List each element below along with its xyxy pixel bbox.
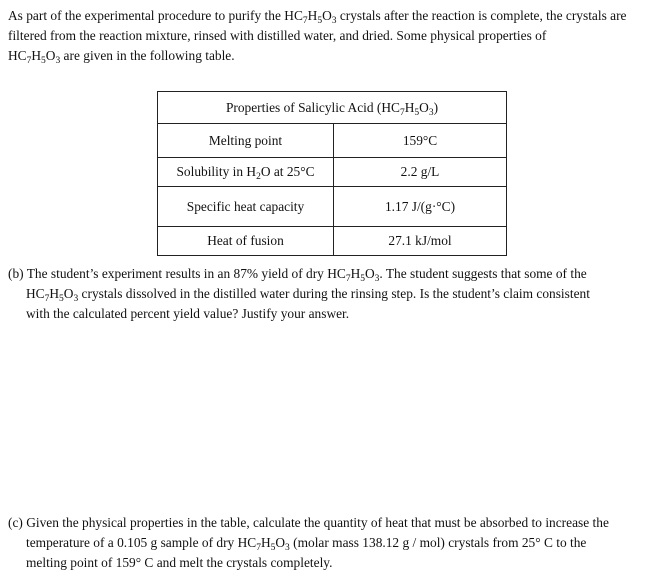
formula: $HC_7H_5O_3$	[26, 286, 79, 304]
question-b-line: (b) The student’s experiment results in an 87% yield of dry $HC_7H_5O_3$. The student suggests that some of the	[8, 266, 587, 284]
question-b	[8, 264, 664, 324]
property-value: 27.1 kJ/mol	[334, 227, 507, 256]
property-value: 2.2 g/L	[334, 158, 507, 187]
formula: $HC_7H_5O_3$	[327, 266, 380, 284]
property-name: Solubility in $H_2O$ at 25°C	[158, 158, 334, 187]
table-caption: Properties of Salicylic Acid $(HC_7H_5O_3)$	[158, 92, 507, 124]
intro-text: crystals after the reaction is complete, the crystals	[336, 8, 607, 23]
formula: $HC_7H_5O_3$	[381, 99, 434, 118]
property-name: Heat of fusion	[158, 227, 334, 256]
intro-text: As part of the experimental procedure to purify the	[8, 8, 285, 23]
question-label: (b)	[8, 266, 27, 281]
question-c	[8, 513, 664, 573]
table-row	[158, 227, 507, 256]
question-b-line: $HC_7H_5O_3$ crystals dissolved in the distilled water during the rinsing step. Is the student’s claim consistent	[26, 286, 590, 304]
question-label: (c)	[8, 515, 27, 530]
formula: $HC_7H_5O_3$	[237, 535, 290, 553]
property-name: Melting point	[158, 124, 334, 158]
question-b-line: with the calculated percent yield value? Justify your answer.	[26, 306, 350, 321]
intro-text: are given in the following table.	[60, 48, 235, 63]
question-c-line: melting point of 159° C and melt the crystals completely.	[26, 555, 333, 570]
property-value: 159°C	[334, 124, 507, 158]
properties-table	[157, 91, 507, 256]
intro-paragraph	[8, 6, 664, 66]
table-row	[158, 187, 507, 227]
question-c-line: temperature of a 0.105 g sample of dry $HC_7H_5O_3$ (molar mass 138.12 g / mol) crystals from 25° C to the	[26, 535, 587, 553]
table-row	[158, 124, 507, 158]
property-name: Specific heat capacity	[158, 187, 334, 227]
intro-text: are filtered from the reaction mixture, rinsed with distilled water, and dried. Some physical properties of	[8, 8, 627, 43]
question-c-line: (c) Given the physical properties in the table, calculate the quantity of heat that must be absorbed to increase the	[8, 515, 609, 530]
table-row	[158, 158, 507, 187]
property-value: 1.17 J/(g·°C)	[334, 187, 507, 227]
formula: $HC_7H_5O_3$	[8, 48, 61, 66]
formula: $HC_7H_5O_3$	[284, 8, 337, 26]
